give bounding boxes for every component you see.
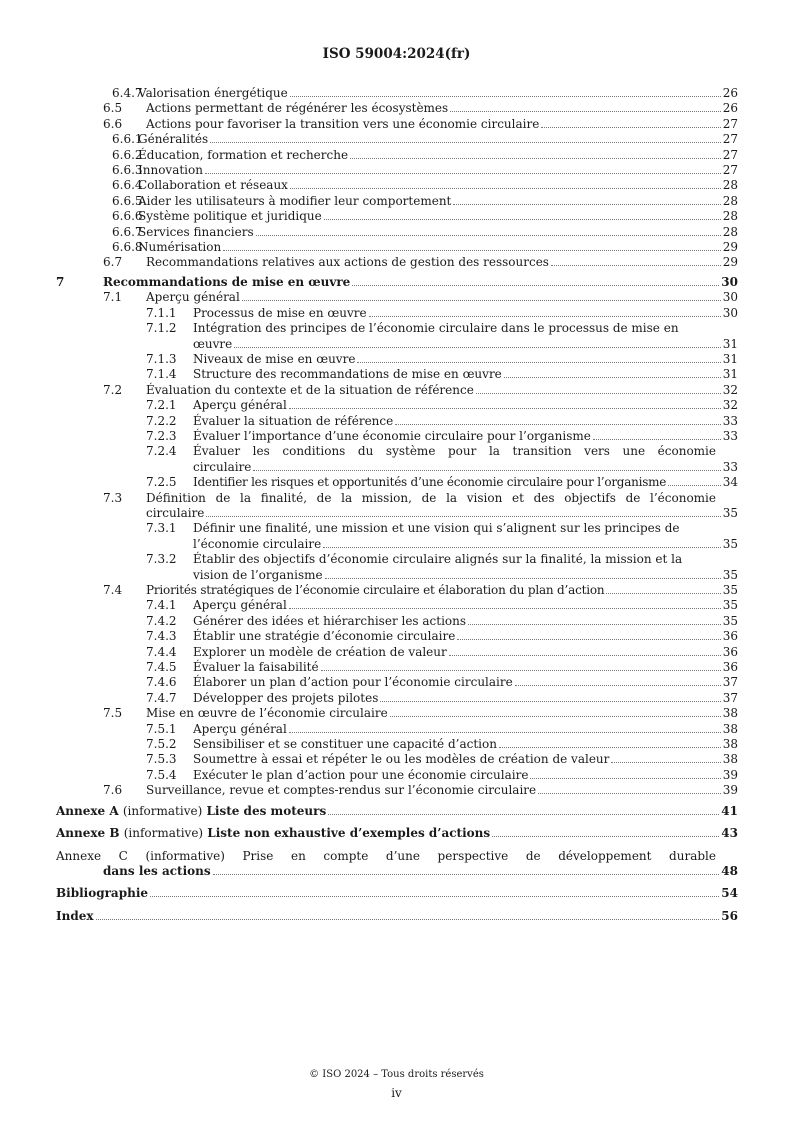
toc-entry-7-1-4[interactable] <box>56 367 738 382</box>
toc-entry-7-4-3[interactable] <box>56 629 738 644</box>
toc-entry-page: 29 <box>722 255 738 270</box>
toc-entry-title: Évaluer la situation de référence <box>193 413 394 428</box>
toc-entry-title: Aperçu général <box>193 398 287 413</box>
toc-entry-number: 7.2.3 <box>146 428 177 443</box>
annex-info: (informative) <box>122 803 203 818</box>
toc-entry-page: 35 <box>722 567 738 582</box>
toc-entry-bibliography[interactable] <box>56 886 738 901</box>
toc-entry-title-continued: dans les actions <box>103 863 211 878</box>
toc-entry-title-continued: œuvre <box>193 336 233 351</box>
toc-entry-page: 28 <box>722 193 738 208</box>
toc-entry-page: 27 <box>722 116 738 131</box>
toc-entry-page: 36 <box>722 644 738 659</box>
toc-entry-page: 26 <box>722 86 738 100</box>
toc-entry-6-6-4[interactable] <box>56 178 738 193</box>
table-of-contents <box>56 86 738 924</box>
toc-entry-title-continued: l’économie circulaire <box>193 536 322 551</box>
toc-entry-title: Index <box>56 908 94 923</box>
toc-entry-page: 28 <box>722 224 738 239</box>
toc-entry-page: 38 <box>722 706 738 721</box>
toc-entry-6-6-7[interactable] <box>56 225 738 240</box>
toc-entry-page: 31 <box>722 367 738 382</box>
toc-entry-annex-b[interactable] <box>56 826 738 841</box>
toc-entry-title: Système politique et juridique <box>138 209 322 224</box>
toc-entry-annex-a[interactable] <box>56 804 738 819</box>
toc-entry-number: 6.6.4 <box>112 178 143 193</box>
toc-entry-title: Définition de la finalité, de la mission, de la vision et des objectifs de l’économie <box>146 490 716 505</box>
toc-entry-title: Surveillance, revue et comptes-rendus sur l’économie circulaire <box>146 783 537 798</box>
toc-entry-title: Soumettre à essai et répéter le ou les modèles de création de valeur <box>193 752 610 767</box>
toc-entry-page: 36 <box>722 629 738 644</box>
toc-entry-number: 7.5.1 <box>146 721 177 736</box>
toc-entry-number: 6.6.2 <box>112 147 143 162</box>
toc-entry-page: 27 <box>722 132 738 147</box>
toc-entry-title: Évaluation du contexte et de la situation de référence <box>146 382 474 397</box>
toc-entry-index[interactable] <box>56 909 738 924</box>
toc-entry-7-4-1[interactable] <box>56 598 738 613</box>
toc-entry-6-6-6[interactable] <box>56 209 738 224</box>
toc-entry-title: Prise en compte d’une perspective de développement durable <box>242 848 716 863</box>
toc-entry-title: Sensibiliser et se constituer une capacité d’action <box>193 737 497 752</box>
toc-entry-title: Niveaux de mise en œuvre <box>193 351 356 366</box>
toc-entry-title: Exécuter le plan d’action pour une économie circulaire <box>193 767 529 782</box>
toc-entry-title: Établir des objectifs d’économie circulaire alignés sur la finalité, la mission et la <box>193 552 683 567</box>
toc-entry-number: 7.4.3 <box>146 629 177 644</box>
toc-entry-title: Actions pour favoriser la transition vers une économie circulaire <box>146 116 540 131</box>
toc-entry-page: 33 <box>722 459 738 474</box>
toc-entry-page: 41 <box>721 803 738 818</box>
toc-entry-page: 35 <box>722 505 738 520</box>
toc-entry-number: 7.6 <box>103 783 123 798</box>
toc-entry-title-continued: circulaire <box>146 505 205 520</box>
toc-entry-number: 6.7 <box>103 255 123 270</box>
toc-entry-number: 6.6.7 <box>112 224 143 239</box>
toc-entry-page: 35 <box>722 536 738 551</box>
toc-entry-page: 35 <box>722 583 738 597</box>
toc-entry-page: 54 <box>721 886 738 901</box>
toc-entry-number: 7.1.2 <box>146 321 177 336</box>
toc-entry-title: Définir une finalité, une mission et une vision qui s’alignent sur les principes de <box>193 521 680 536</box>
toc-entry-6-5[interactable] <box>56 101 738 116</box>
toc-entry-7-1-3[interactable] <box>56 352 738 367</box>
toc-entry-7-2-5[interactable] <box>56 475 738 490</box>
toc-entry-number: 7.1.1 <box>146 305 177 320</box>
toc-entry-6-6-8[interactable] <box>56 240 738 255</box>
toc-entry-number: 7.4.7 <box>146 690 177 705</box>
annex-info: (informative) <box>145 848 225 863</box>
toc-entry-7-2-2[interactable] <box>56 414 738 429</box>
copyright-notice: © ISO 2024 – Tous droits réservés <box>309 1069 484 1080</box>
toc-entry-number: 7.5.4 <box>146 767 177 782</box>
page-number: iv <box>391 1086 402 1100</box>
toc-entry-page: 31 <box>722 336 738 351</box>
toc-entry-number: 7 <box>56 274 65 289</box>
toc-entry-title: Aider les utilisateurs à modifier leur comportement <box>138 193 452 208</box>
toc-entry-title: Actions permettant de régénérer les écosystèmes <box>146 101 449 116</box>
toc-entry-page: 28 <box>722 178 738 193</box>
toc-entry-title: Liste non exhaustive d’exemples d’actions <box>207 826 491 841</box>
toc-entry-number: 7.4.1 <box>146 598 177 613</box>
toc-entry-title: Mise en œuvre de l’économie circulaire <box>146 706 388 721</box>
toc-entry-page: 30 <box>721 274 738 289</box>
toc-entry-7-5-4[interactable] <box>56 768 738 783</box>
toc-entry-7-5-1[interactable] <box>56 722 738 737</box>
toc-entry-title: Développer des projets pilotes <box>193 690 379 705</box>
toc-entry-page: 39 <box>722 767 738 782</box>
annex-info: (informative) <box>123 826 204 841</box>
toc-entry-title: Priorités stratégiques de l’économie circulaire et élaboration du plan d’action <box>146 583 605 597</box>
toc-entry-number: 7.4 <box>103 583 123 597</box>
toc-entry-page: 35 <box>722 613 738 628</box>
toc-entry-7-3[interactable] <box>56 491 738 522</box>
toc-entry-number: 7.3.2 <box>146 552 177 567</box>
toc-entry-number: 7.5.2 <box>146 737 177 752</box>
toc-entry-page: 28 <box>722 209 738 224</box>
toc-entry-7-1-2[interactable] <box>56 321 738 352</box>
toc-entry-page: 43 <box>721 826 738 841</box>
toc-entry-7-4-5[interactable] <box>56 660 738 675</box>
toc-entry-page: 37 <box>722 690 738 705</box>
annex-label: Annexe C <box>56 848 128 863</box>
toc-entry-page: 27 <box>722 147 738 162</box>
toc-entry-page: 32 <box>722 398 738 413</box>
toc-entry-title: Structure des recommandations de mise en œuvre <box>193 367 502 382</box>
toc-entry-7-4-2[interactable] <box>56 614 738 629</box>
toc-entry-title: Innovation <box>138 163 203 178</box>
toc-entry-7-5[interactable] <box>56 706 738 721</box>
toc-entry-number: 7.4.5 <box>146 660 177 675</box>
toc-entry-title: Générer des idées et hiérarchiser les actions <box>193 613 467 628</box>
toc-entry-number: 6.6.8 <box>112 240 143 255</box>
toc-entry-title: Liste des moteurs <box>206 803 327 818</box>
toc-entry-number: 7.2 <box>103 382 123 397</box>
toc-entry-title: Explorer un modèle de création de valeur <box>193 644 447 659</box>
toc-entry-number: 6.6 <box>103 116 123 131</box>
toc-entry-7-4-7[interactable] <box>56 691 738 706</box>
toc-entry-page: 32 <box>722 382 738 397</box>
toc-entry-title: Établir une stratégie d’économie circulaire <box>193 629 456 644</box>
toc-entry-title: Intégration des principes de l’économie circulaire dans le processus de mise en <box>193 321 679 336</box>
toc-entry-number: 7.4.2 <box>146 613 177 628</box>
toc-entry-6-6-5[interactable] <box>56 194 738 209</box>
toc-entry-page: 26 <box>722 101 738 116</box>
toc-entry-6-7[interactable] <box>56 255 738 270</box>
toc-entry-7-2-4[interactable] <box>56 444 738 475</box>
toc-entry-7-4[interactable] <box>56 583 738 598</box>
toc-entry-page: 48 <box>721 863 738 878</box>
toc-entry-7-2-1[interactable] <box>56 398 738 413</box>
page-title: ISO 59004:2024(fr) <box>322 46 471 62</box>
toc-entry-title: Élaborer un plan d’action pour l’économie circulaire <box>193 675 513 690</box>
toc-entry-7[interactable] <box>56 275 738 290</box>
toc-entry-page: 38 <box>722 721 738 736</box>
toc-entry-number: 7.3.1 <box>146 521 177 536</box>
toc-entry-number: 7.3 <box>103 490 123 505</box>
toc-entry-number: 7.1.3 <box>146 351 177 366</box>
toc-entry-title: Bibliographie <box>56 886 149 901</box>
toc-entry-7-2-3[interactable] <box>56 429 738 444</box>
toc-entry-title: Processus de mise en œuvre <box>193 305 367 320</box>
toc-entry-title: Recommandations relatives aux actions de gestion des ressources <box>146 255 549 270</box>
toc-entry-page: 33 <box>722 413 738 428</box>
toc-entry-page: 36 <box>722 660 738 675</box>
toc-entry-title: Valorisation énergétique <box>138 86 288 100</box>
toc-entry-number: 6.6.6 <box>112 209 143 224</box>
toc-entry-number: 7.2.4 <box>146 444 177 459</box>
toc-entry-number: 7.4.6 <box>146 675 177 690</box>
toc-entry-number: 6.6.5 <box>112 193 143 208</box>
toc-entry-title: Généralités <box>138 132 209 147</box>
toc-entry-title: Évaluer la faisabilité <box>193 660 319 675</box>
toc-entry-page: 27 <box>722 163 738 178</box>
toc-entry-page: 34 <box>722 475 738 490</box>
toc-entry-7-1-1[interactable] <box>56 306 738 321</box>
toc-entry-page: 30 <box>722 305 738 320</box>
toc-entry-title-continued: vision de l’organisme <box>193 567 323 582</box>
toc-entry-title: Numérisation <box>138 240 222 255</box>
toc-entry-page: 35 <box>722 598 738 613</box>
toc-entry-6-6-2[interactable] <box>56 148 738 163</box>
toc-entry-page: 29 <box>722 240 738 255</box>
toc-entry-number: 7.4.4 <box>146 644 177 659</box>
toc-entry-title: Aperçu général <box>193 598 287 613</box>
toc-entry-page: 33 <box>722 428 738 443</box>
toc-entry-title: Collaboration et réseaux <box>138 178 288 193</box>
toc-entry-title: Recommandations de mise en œuvre <box>103 274 351 289</box>
toc-entry-7-6[interactable] <box>56 783 738 798</box>
annex-label: Annexe A <box>56 803 119 818</box>
toc-entry-number: 7.1 <box>103 290 123 305</box>
toc-entry-6-6[interactable] <box>56 117 738 132</box>
toc-entry-number: 7.5.3 <box>146 752 177 767</box>
toc-entry-annex-c[interactable] <box>56 849 738 880</box>
toc-entry-7-5-3[interactable] <box>56 752 738 767</box>
toc-entry-number: 7.2.2 <box>146 413 177 428</box>
toc-entry-number: 7.5 <box>103 706 123 721</box>
toc-entry-title: Évaluer l’importance d’une économie circulaire pour l’organisme <box>193 428 591 443</box>
toc-entry-7-5-2[interactable] <box>56 737 738 752</box>
toc-entry-page: 31 <box>722 351 738 366</box>
toc-entry-number: 7.2.5 <box>146 475 177 490</box>
toc-entry-7-2[interactable] <box>56 383 738 398</box>
toc-entry-number: 6.6.3 <box>112 163 143 178</box>
toc-entry-title: Identifier les risques et opportunités d’une économie circulaire pour l’organisme <box>193 475 667 490</box>
toc-entry-title: Évaluer les conditions du système pour la transition vers une économie <box>193 444 716 459</box>
toc-entry-title: Aperçu général <box>146 290 240 305</box>
toc-entry-number: 7.1.4 <box>146 367 177 382</box>
toc-entry-7-1[interactable] <box>56 290 738 305</box>
toc-entry-number: 7.2.1 <box>146 398 177 413</box>
annex-label: Annexe B <box>56 826 120 841</box>
toc-entry-number: 6.5 <box>103 101 123 116</box>
toc-entry-number: 6.4.7 <box>112 86 143 100</box>
toc-entry-page: 56 <box>721 908 738 923</box>
toc-entry-7-4-6[interactable] <box>56 675 738 690</box>
toc-entry-title-continued: circulaire <box>193 459 252 474</box>
toc-entry-title: Éducation, formation et recherche <box>138 147 349 162</box>
toc-entry-7-3-1[interactable] <box>56 521 738 552</box>
toc-entry-6-6-1[interactable] <box>56 132 738 147</box>
toc-entry-page: 30 <box>722 290 738 305</box>
toc-entry-title: Services financiers <box>138 224 254 239</box>
toc-entry-7-4-4[interactable] <box>56 645 738 660</box>
toc-entry-6-4-7[interactable] <box>56 86 738 101</box>
toc-entry-6-6-3[interactable] <box>56 163 738 178</box>
toc-entry-number: 6.6.1 <box>112 132 143 147</box>
toc-entry-page: 39 <box>722 783 738 798</box>
toc-entry-title: Aperçu général <box>193 721 287 736</box>
toc-entry-page: 38 <box>722 752 738 767</box>
toc-entry-7-3-2[interactable] <box>56 552 738 583</box>
toc-entry-page: 38 <box>722 737 738 752</box>
toc-entry-page: 37 <box>722 675 738 690</box>
